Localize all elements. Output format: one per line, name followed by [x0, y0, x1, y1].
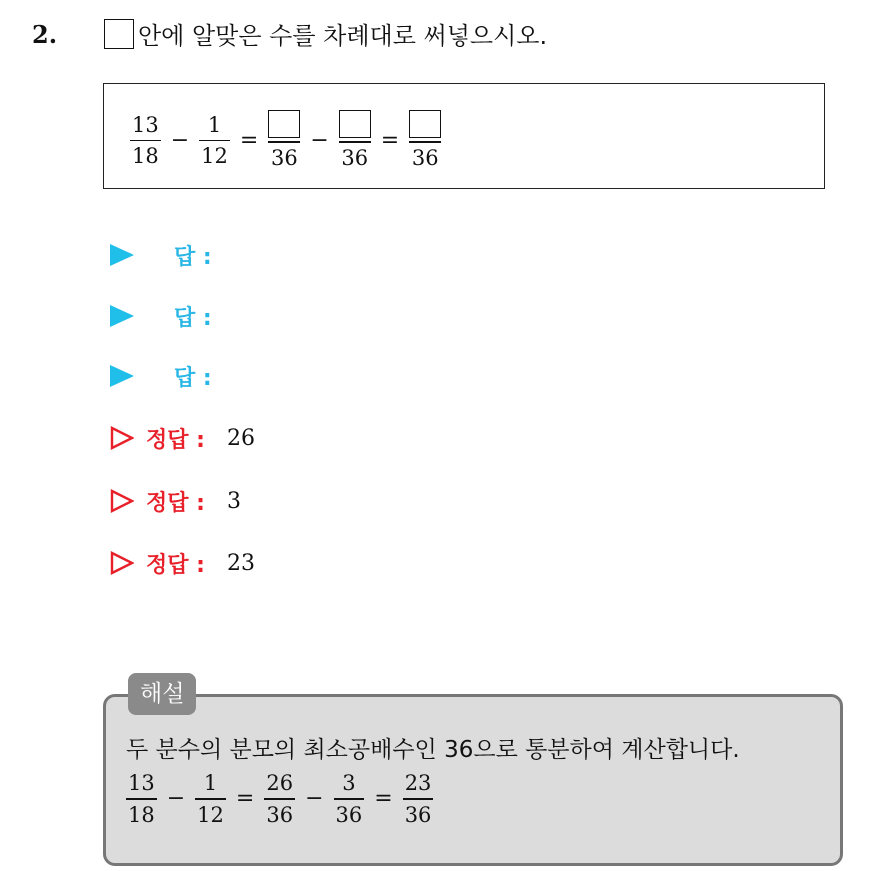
- fraction-1-12: [199, 112, 230, 170]
- outline-triangle-icon: [110, 426, 134, 450]
- play-triangle-icon: [110, 305, 134, 327]
- explanation-equation: [122, 770, 437, 828]
- fraction-3-36: [334, 770, 365, 828]
- answer-label: 답 :: [174, 244, 212, 270]
- numerator: 3: [342, 771, 356, 795]
- play-triangle-icon: [110, 244, 134, 266]
- explanation-tab: 해설: [128, 673, 196, 715]
- question-number: 2.: [32, 20, 58, 49]
- answer-label: 답 :: [174, 305, 212, 331]
- numerator: 13: [128, 771, 155, 795]
- minus-sign: −: [305, 786, 324, 812]
- answer-key-row: [110, 486, 241, 516]
- outline-triangle-icon: [110, 489, 134, 513]
- answer-key-value: 26: [226, 425, 255, 451]
- answer-key-label: 정답 :: [146, 552, 205, 578]
- denominator: 36: [404, 802, 432, 827]
- numerator: 23: [404, 771, 432, 795]
- answer-key-label: 정답 :: [146, 427, 205, 453]
- answer-label: 답 :: [174, 365, 212, 391]
- minus-sign: −: [166, 786, 186, 812]
- minus-sign: −: [170, 127, 190, 153]
- answer-row[interactable]: [110, 240, 212, 270]
- denominator: 36: [411, 145, 439, 170]
- denominator: 36: [266, 802, 294, 827]
- equals-sign: =: [235, 786, 255, 812]
- denominator: 18: [128, 802, 155, 827]
- question-line: [104, 16, 547, 51]
- equation-box: [103, 83, 825, 189]
- numerator: 13: [132, 112, 159, 137]
- fraction-1-12: [195, 770, 226, 828]
- answer-key-value: 23: [226, 550, 255, 576]
- play-triangle-icon: [110, 365, 134, 387]
- answer-row[interactable]: [110, 301, 212, 331]
- minus-sign: −: [310, 127, 329, 153]
- question-instruction: 안에 알맞은 수를 차례대로 써넣으시오.: [138, 22, 548, 50]
- blank-fraction-2: [339, 110, 371, 171]
- answer-key-value: 3: [226, 488, 241, 514]
- equation: [126, 110, 445, 171]
- blank-fraction-1: [268, 110, 300, 171]
- denominator: 36: [270, 145, 298, 170]
- equals-sign: =: [374, 786, 393, 812]
- fraction-13-18: [130, 112, 161, 170]
- answer-blank[interactable]: [409, 110, 441, 138]
- blank-fraction-3: [409, 110, 441, 171]
- numerator: 1: [207, 112, 222, 137]
- denominator: 18: [132, 144, 159, 168]
- answer-key-row: [110, 423, 255, 453]
- fraction-23-36: [403, 770, 434, 828]
- answer-key-row: [110, 548, 255, 578]
- outline-triangle-icon: [110, 551, 134, 575]
- answer-key-label: 정답 :: [146, 490, 205, 516]
- denominator: 12: [201, 144, 228, 168]
- equals-sign: =: [239, 127, 259, 153]
- answer-blank-box-icon: [104, 19, 134, 49]
- numerator: 1: [203, 771, 218, 795]
- fraction-26-36: [264, 770, 295, 828]
- answer-blank[interactable]: [268, 110, 300, 138]
- numerator: 26: [266, 771, 294, 795]
- denominator: 12: [197, 802, 224, 827]
- equals-sign: =: [380, 127, 400, 153]
- denominator: 36: [335, 802, 363, 827]
- explanation-text: 두 분수의 분모의 최소공배수인 36으로 통분하여 계산합니다.: [126, 737, 740, 763]
- answer-row[interactable]: [110, 361, 212, 391]
- fraction-13-18: [126, 770, 157, 828]
- answer-blank[interactable]: [339, 110, 371, 138]
- denominator: 36: [341, 145, 369, 170]
